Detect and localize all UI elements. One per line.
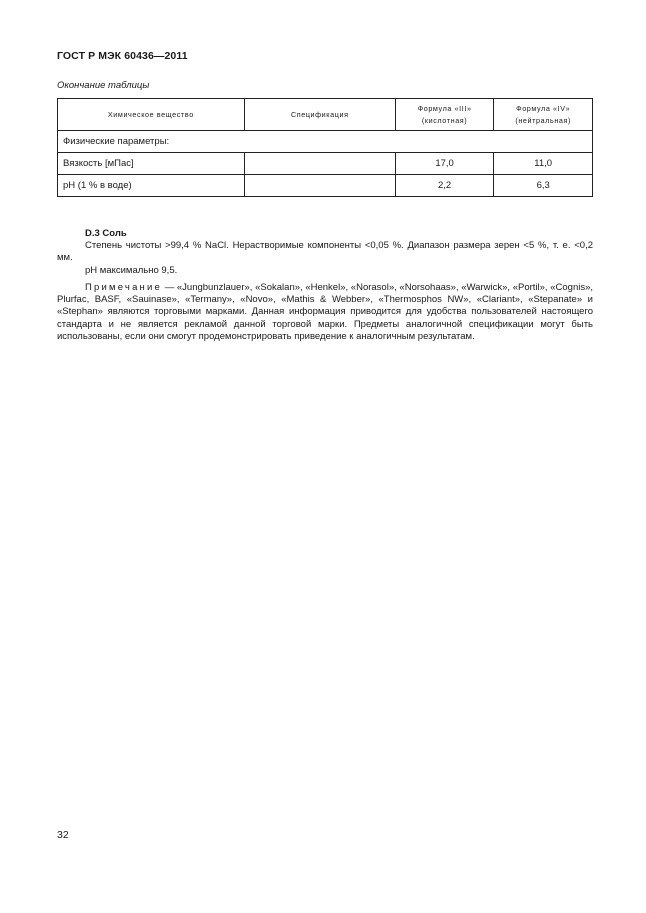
row-name: Вязкость [мПас]	[58, 153, 245, 175]
table-caption: Окончание таблицы	[57, 80, 150, 91]
row-spec	[244, 153, 395, 175]
specification-table	[57, 98, 593, 197]
note-text: «Jungbunzlauer», «Sokalan», «Henkel», «Norasol», «Norsohaas», «Warwick», «Portil», «Cognis», Plurfac, BASF, «Sauinase», «Termany», «Novo», «Mathis & Webber», «Thermosphos NW», «Clariant», «Stepanate» и «Stephan» являются торговыми марками. Данная информация приводится для удобства пользователей настоящего стандарта и не является рекламой данной торговой марки. Предметы аналогичной спецификации могут быть использованы, если они смогут продемонстрировать приведение к аналогичным результатам.	[57, 282, 594, 342]
purity-paragraph: Степень чистоты >99,4 % NaCl. Нерастворимые компоненты <0,05 %. Диапазон размера зерен <5 %, т. е. <0,2 мм.	[57, 240, 593, 264]
header-formula-3: Формула «III» (кислотная)	[395, 99, 494, 131]
row-spec	[244, 175, 395, 197]
row-name: pH (1 % в воде)	[58, 175, 245, 197]
note-label: Примечание	[85, 282, 162, 293]
note-dash: —	[162, 282, 177, 293]
note-paragraph	[57, 282, 593, 343]
header-chemical: Химическое вещество	[58, 99, 245, 131]
row-formula-4: 6,3	[494, 175, 593, 197]
standard-header: ГОСТ Р МЭК 60436—2011	[57, 50, 188, 62]
row-formula-4: 11,0	[494, 153, 593, 175]
header-formula-4: Формула «IV» (нейтральная)	[494, 99, 593, 131]
table-section-row	[58, 131, 593, 153]
page-number: 32	[57, 829, 69, 841]
section-title: D.3 Соль	[85, 228, 127, 239]
section-physical-params: Физические параметры:	[58, 131, 593, 153]
ph-paragraph: pH максимально 9,5.	[85, 265, 178, 276]
table-row	[58, 175, 593, 197]
table-row	[58, 153, 593, 175]
row-formula-3: 17,0	[395, 153, 494, 175]
row-formula-3: 2,2	[395, 175, 494, 197]
header-specification: Спецификация	[244, 99, 395, 131]
table-header-row	[58, 99, 593, 131]
